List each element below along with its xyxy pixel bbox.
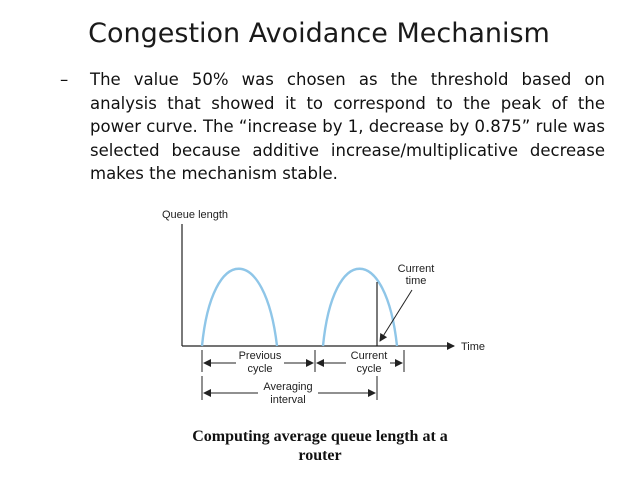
current-time-label-2: time <box>405 275 427 287</box>
bullet-marker: – <box>60 70 69 89</box>
x-axis-label: Time <box>461 341 486 353</box>
caption-line-2: router <box>298 447 342 464</box>
current-cycle-label-1: Current <box>350 350 388 362</box>
y-axis-label: Queue length <box>162 209 229 221</box>
slide-title: Congestion Avoidance Mechanism <box>88 18 550 49</box>
current-cycle-label-2: cycle <box>356 363 382 375</box>
queue-curve-previous <box>202 269 277 346</box>
diagram-svg <box>150 200 490 415</box>
averaging-interval-label-2: interval <box>270 394 306 406</box>
previous-cycle-label-1: Previous <box>238 350 282 362</box>
bullet-text: The value 50% was chosen as the threshold based on analysis that showed it to correspond to the peak of the power curve. The “increase by 1, decrease by 0.875” rule was selected because additive increase/multiplicative decrease makes the mechanism stable. <box>90 70 606 183</box>
bullet-item <box>60 68 605 186</box>
figure-caption <box>120 427 520 465</box>
averaging-interval-label-1: Averaging <box>263 381 313 393</box>
queue-length-diagram <box>150 200 490 415</box>
queue-curve-current <box>323 269 397 346</box>
previous-cycle-label-2: cycle <box>247 363 273 375</box>
current-time-label-1: Current <box>397 263 435 275</box>
caption-line-1: Computing average queue length at a <box>192 428 448 445</box>
